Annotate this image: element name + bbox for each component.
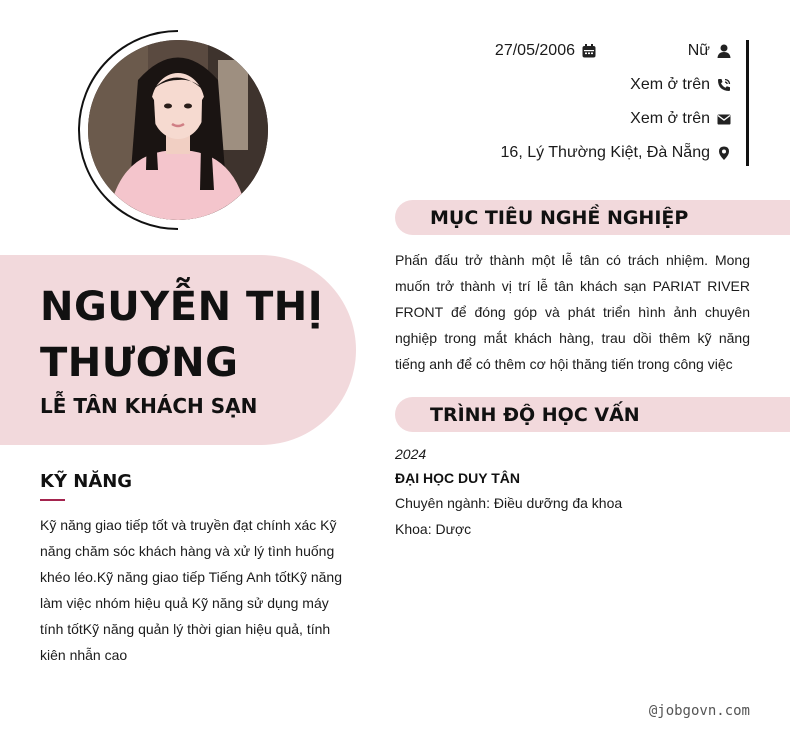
education-heading: TRÌNH ĐỘ HỌC VẤN [430,404,640,426]
gender-value: Nữ [687,42,710,59]
profile-photo [88,40,268,220]
contact-email [630,110,731,128]
name-banner [0,255,356,445]
address-value: 16, Lý Thường Kiệt, Đà Nẵng [500,144,710,161]
contact-divider [746,40,749,166]
education-header [395,397,790,432]
contact-gender [688,42,731,60]
profile-photo-illustration [88,40,268,220]
contact-phone [630,76,731,94]
contact-address [501,144,731,162]
location-pin-icon [717,146,731,160]
phone-value: Xem ở trên [630,76,710,93]
education-school: ĐẠI HỌC DUY TÂN [395,470,520,486]
job-title: LỄ TÂN KHÁCH SẠN [40,394,258,418]
envelope-icon [717,112,731,126]
watermark: @jobgovn.com [648,703,750,719]
skills-text: Kỹ năng giao tiếp tốt và truyền đạt chính xác Kỹ năng chăm sóc khách hàng và xử lý tình huống khéo léo.Kỹ năng giao tiếp Tiếng Anh tốtKỹ năng làm việc nhóm hiệu quả Kỹ năng sử dụng máy tính tốtKỹ năng quản lý thời gian hiệu quả, tính kiên nhẫn cao [40,517,343,663]
email-value: Xem ở trên [630,110,710,127]
education-faculty: Khoa: Dược [395,521,472,537]
skills-heading: KỸ NĂNG [40,471,133,492]
education-year: 2024 [395,446,427,462]
objective-header [395,200,790,235]
calendar-icon [582,44,596,58]
user-icon [717,44,731,58]
contact-dob [495,42,596,60]
avatar-container [78,30,278,230]
education-major: Chuyên ngành: Điều dưỡng đa khoa [395,495,623,511]
objective-heading: MỤC TIÊU NGHỀ NGHIỆP [430,207,689,229]
objective-text: Phấn đấu trở thành một lễ tân có trách nhiệm. Mong muốn trở thành vị trí lễ tân khách sạn PARIAT RIVER FRONT để đóng góp và phát triển hình ảnh chuyên nghiệp trong mắt khách hàng, trau dồi thêm kỹ năng tiếng anh để có thêm cơ hội thăng tiến trong công việc [395,252,750,372]
dob-value: 27/05/2006 [494,42,575,59]
full-name: NGUYỄN THỊ THƯƠNG [40,284,324,386]
phone-icon [717,78,731,92]
skills-heading-underline [40,499,65,501]
